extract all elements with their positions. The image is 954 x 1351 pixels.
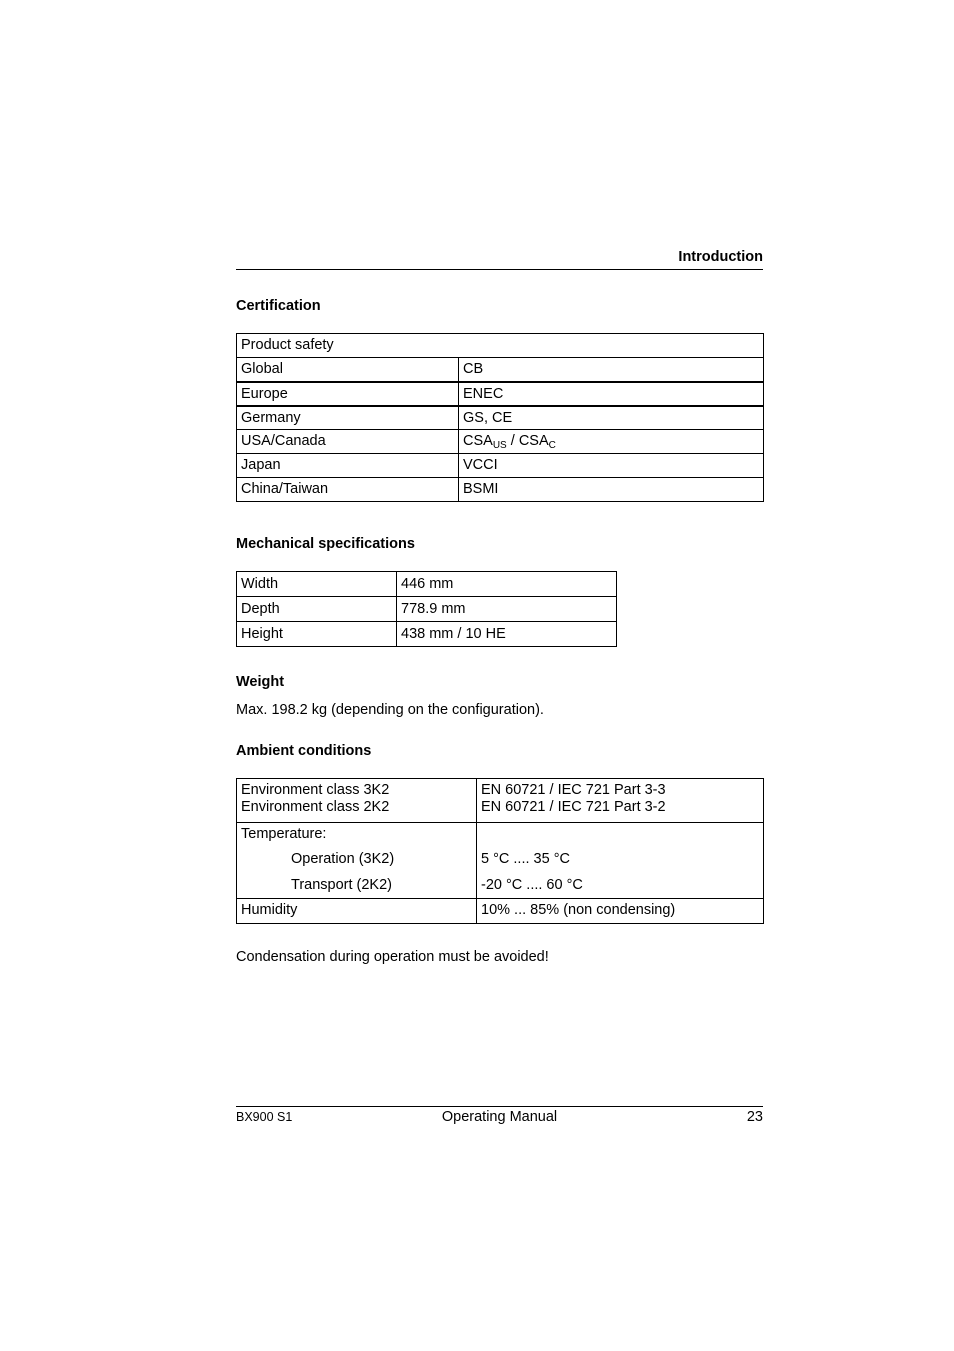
humidity-value: 10% ... 85% (non condensing): [477, 899, 764, 924]
page-number: 23: [746, 1109, 763, 1125]
env-class-2k2: Environment class 2K2: [241, 799, 390, 815]
operation-value: 5 °C .... 35 °C: [481, 851, 570, 867]
spec-value: 446 mm: [397, 572, 617, 597]
spec-value: 778.9 mm: [397, 597, 617, 622]
env-standard-2k2: EN 60721 / IEC 721 Part 3-2: [481, 799, 666, 815]
temperature-cell: [237, 823, 477, 899]
mark-mid: / CSA: [506, 433, 549, 449]
spec-value: 438 mm / 10 HE: [397, 622, 617, 647]
certification-table: [236, 333, 764, 502]
region-cell: China/Taiwan: [237, 478, 459, 502]
table-row: [237, 454, 764, 478]
mark-cell: [459, 430, 764, 454]
table-row: [237, 334, 764, 358]
mark-cell: BSMI: [459, 478, 764, 502]
mark-cell: CB: [459, 358, 764, 382]
mark-cell: ENEC: [459, 382, 764, 406]
region-cell: USA/Canada: [237, 430, 459, 454]
spec-label: Height: [237, 622, 397, 647]
table-row: [237, 406, 764, 430]
weight-text: Max. 198.2 kg (depending on the configuration).: [236, 702, 544, 718]
temperature-label: Temperature:: [241, 826, 327, 842]
mechanical-heading: Mechanical specifications: [236, 536, 415, 552]
ambient-table: [236, 778, 764, 924]
transport-label: Transport (2K2): [291, 877, 392, 893]
mechanical-table: [236, 571, 617, 647]
mark-prefix: CSA: [463, 433, 493, 449]
mark-cell: VCCI: [459, 454, 764, 478]
table-row: [237, 899, 764, 924]
spec-label: Depth: [237, 597, 397, 622]
table-row: [237, 622, 617, 647]
footer-manual-title: Operating Manual: [441, 1109, 558, 1125]
table-row: [237, 430, 764, 454]
env-class-3k2: Environment class 3K2: [241, 782, 390, 798]
env-standard-3k2: EN 60721 / IEC 721 Part 3-3: [481, 782, 666, 798]
footer-model: BX900 S1: [236, 1110, 293, 1124]
region-cell: Global: [237, 358, 459, 382]
transport-value: -20 °C .... 60 °C: [481, 877, 583, 893]
humidity-label: Humidity: [237, 899, 477, 924]
region-cell: Japan: [237, 454, 459, 478]
table-row: [237, 478, 764, 502]
spec-label: Width: [237, 572, 397, 597]
env-class-cell: [237, 779, 477, 823]
temperature-values-cell: [477, 823, 764, 899]
env-standard-cell: [477, 779, 764, 823]
table-row: [237, 358, 764, 382]
region-cell: Europe: [237, 382, 459, 406]
ambient-heading: Ambient conditions: [236, 743, 372, 759]
mark-subscript-us: US: [492, 440, 507, 451]
table-row: [237, 572, 617, 597]
region-cell: Germany: [237, 406, 459, 430]
footer-divider: [236, 1106, 763, 1107]
certification-heading: Certification: [236, 298, 321, 314]
page-header-title: Introduction: [678, 249, 763, 265]
mark-cell: GS, CE: [459, 406, 764, 430]
table-row: [237, 779, 764, 823]
operation-label: Operation (3K2): [291, 851, 395, 867]
table-row: [237, 382, 764, 406]
condensation-note: Condensation during operation must be avoided!: [236, 949, 549, 965]
table-row: [237, 823, 764, 899]
mark-subscript-c: C: [548, 440, 556, 451]
header-divider: [236, 269, 763, 270]
product-safety-title: Product safety: [237, 334, 764, 358]
table-row: [237, 597, 617, 622]
weight-heading: Weight: [236, 674, 285, 690]
